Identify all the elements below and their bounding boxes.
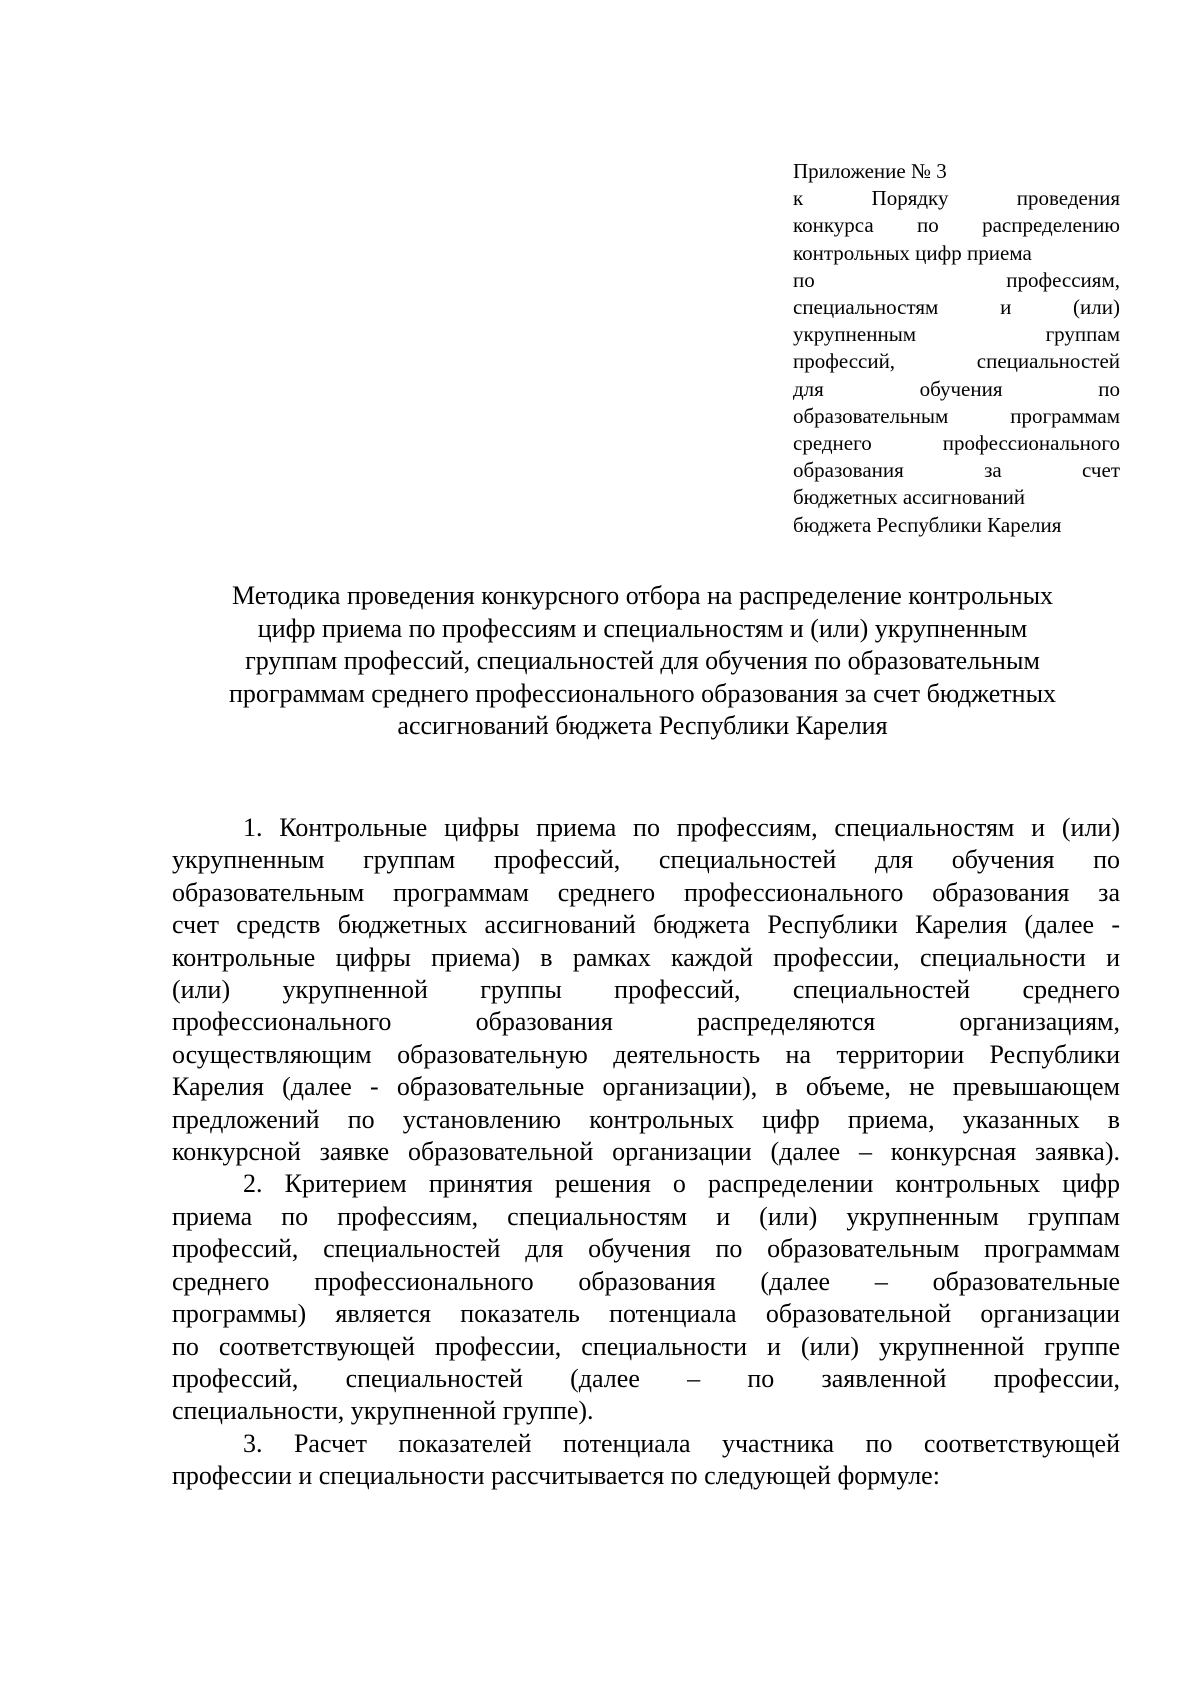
body-line: среднего профессионального образования (далее – образовательные: [172, 1266, 1120, 1296]
body-line: счет средств бюджетных ассигнований бюджета Республики Карелия (далее -: [172, 910, 1120, 940]
body-line: укрупненным группам профессий, специальностей для обучения по: [172, 845, 1120, 875]
title-line: Методика проведения конкурсного отбора на распределение контрольных: [231, 581, 1054, 610]
appendix-line: контрольных цифр приема: [793, 240, 1032, 265]
appendix-line: конкурса по распределению: [793, 213, 1120, 238]
body-line: 3. Расчет показателей потенциала участника по соответствующей: [243, 1428, 1120, 1458]
document-title: [170, 580, 1115, 743]
body-line: приема по профессиям, специальностям и (или) укрупненным группам: [172, 1201, 1120, 1231]
body-line: 1. Контрольные цифры приема по профессиям, специальностям и (или): [243, 813, 1120, 842]
title-line: программам среднего профессионального образования за счет бюджетных: [228, 678, 1057, 708]
body-line: специальности, укрупненной группе).: [172, 1396, 594, 1426]
body-line: профессий, специальностей для обучения по образовательным программам: [172, 1234, 1120, 1264]
appendix-line: бюджетных ассигнований: [793, 485, 1026, 510]
body-line: Карелия (далее - образовательные организации), в объеме, не превышающем: [172, 1072, 1120, 1102]
body-line: по соответствующей профессии, специальности и (или) укрупненной группе: [172, 1331, 1120, 1361]
appendix-line: среднего профессионального: [793, 431, 1120, 456]
appendix-line: профессий, специальностей: [793, 349, 1120, 374]
body-line: (или) укрупненной группы профессий, специальностей среднего: [172, 975, 1120, 1005]
body-line: профессионального образования распределяются организациям,: [172, 1007, 1120, 1037]
appendix-line: к Порядку проведения: [793, 186, 1120, 211]
appendix-block: [793, 158, 1120, 539]
body-line: профессии и специальности рассчитывается по следующей формуле:: [172, 1461, 940, 1491]
appendix-line: образования за счет: [793, 458, 1120, 483]
body-line: предложений по установлению контрольных цифр приема, указанных в: [172, 1104, 1120, 1134]
title-line: ассигнований бюджета Республики Карелия: [397, 711, 888, 740]
appendix-line: для обучения по: [793, 376, 1120, 401]
title-line: цифр приема по профессиям и специальностям и (или) укрупненным: [257, 613, 1028, 643]
body-line: профессий, специальностей (далее – по заявленной профессии,: [172, 1363, 1120, 1393]
body-line: контрольные цифры приема) в рамках каждой профессии, специальности и: [172, 942, 1120, 972]
appendix-line: специальностям и (или): [793, 295, 1120, 320]
body-line: образовательным программам среднего профессионального образования за: [172, 877, 1120, 907]
appendix-line: укрупненным группам: [793, 322, 1120, 347]
document-body: [172, 812, 1120, 1493]
title-line: группам профессий, специальностей для обучения по образовательным: [245, 646, 1040, 675]
body-line: осуществляющим образовательную деятельность на территории Республики: [172, 1039, 1120, 1069]
appendix-line: образовательным программам: [793, 403, 1120, 428]
body-line: 2. Критерием принятия решения о распределении контрольных цифр: [243, 1169, 1120, 1199]
appendix-line: бюджета Республики Карелия: [793, 512, 1062, 537]
body-line: программы) является показатель потенциала образовательной организации: [172, 1299, 1120, 1329]
appendix-line: Приложение № 3: [793, 159, 947, 183]
appendix-line: по профессиям,: [793, 267, 1120, 292]
body-line: конкурсной заявке образовательной организации (далее – конкурсная заявка).: [172, 1137, 1120, 1167]
